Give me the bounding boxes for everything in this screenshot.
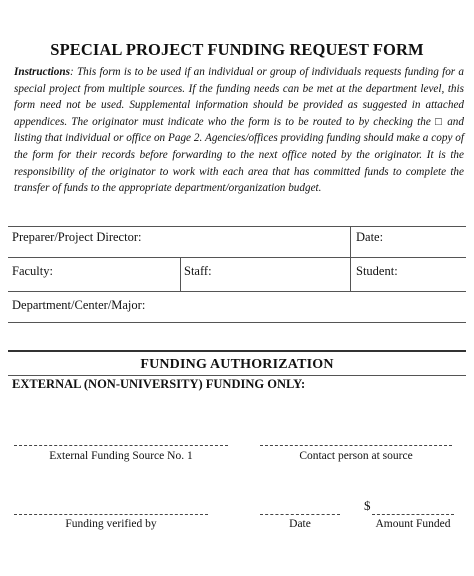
- field-grid-bottom-rule: [8, 322, 466, 323]
- funding-verified-line[interactable]: [14, 514, 208, 515]
- date-signature-caption: Date: [289, 518, 311, 530]
- student-label: Student:: [356, 264, 398, 278]
- faculty-label: Faculty:: [12, 264, 53, 278]
- department-label: Department/Center/Major:: [12, 298, 146, 312]
- field-grid-top-rule: [8, 226, 466, 227]
- amount-funded-caption: Amount Funded: [375, 518, 451, 530]
- external-source-line[interactable]: [14, 445, 228, 446]
- contact-person-line[interactable]: [260, 445, 452, 446]
- staff-label: Staff:: [184, 264, 212, 278]
- contact-person-caption: Contact person at source: [299, 450, 413, 462]
- form-title: SPECIAL PROJECT FUNDING REQUEST FORM: [50, 40, 424, 59]
- dollar-sign: $: [364, 498, 371, 513]
- funding-authorization-heading: FUNDING AUTHORIZATION: [140, 357, 334, 372]
- date-signature-line[interactable]: [260, 514, 340, 515]
- date-divider: [350, 226, 351, 291]
- date-label: Date:: [356, 230, 384, 244]
- amount-funded-line[interactable]: [372, 514, 454, 515]
- funding-verified-caption: Funding verified by: [65, 518, 157, 530]
- instructions-text: : This form is to be used if an individual or group of individuals requests funding for a special project from multiple sources. If the funding needs can be met at the department level, this form need not be used. Supplemental information should be provided as suggested in attached appendices. The originator must indicate who the form is to be routed to by checking the □ and listing that individual or office on Page 2. Agencies/offices providing funding should make a copy of the form for their records before forwarding to the next office noted by the originator. It is the responsibility of the originator to work with each area that has committed funds to complete the transfer of funds to the appropriate department/organization budget.: [14, 66, 464, 195]
- preparer-label: Preparer/Project Director:: [12, 230, 142, 244]
- instructions-lead: Instructions: [14, 66, 70, 78]
- instructions-block: [14, 64, 464, 197]
- field-row-rule-2: [8, 291, 466, 292]
- authorization-top-rule: [8, 350, 466, 352]
- authorization-heading-rule: [8, 375, 466, 376]
- field-row-rule-1: [8, 257, 466, 258]
- external-source-caption: External Funding Source No. 1: [49, 450, 193, 462]
- staff-divider: [180, 257, 181, 291]
- external-funding-subheading: EXTERNAL (NON-UNIVERSITY) FUNDING ONLY:: [12, 377, 306, 391]
